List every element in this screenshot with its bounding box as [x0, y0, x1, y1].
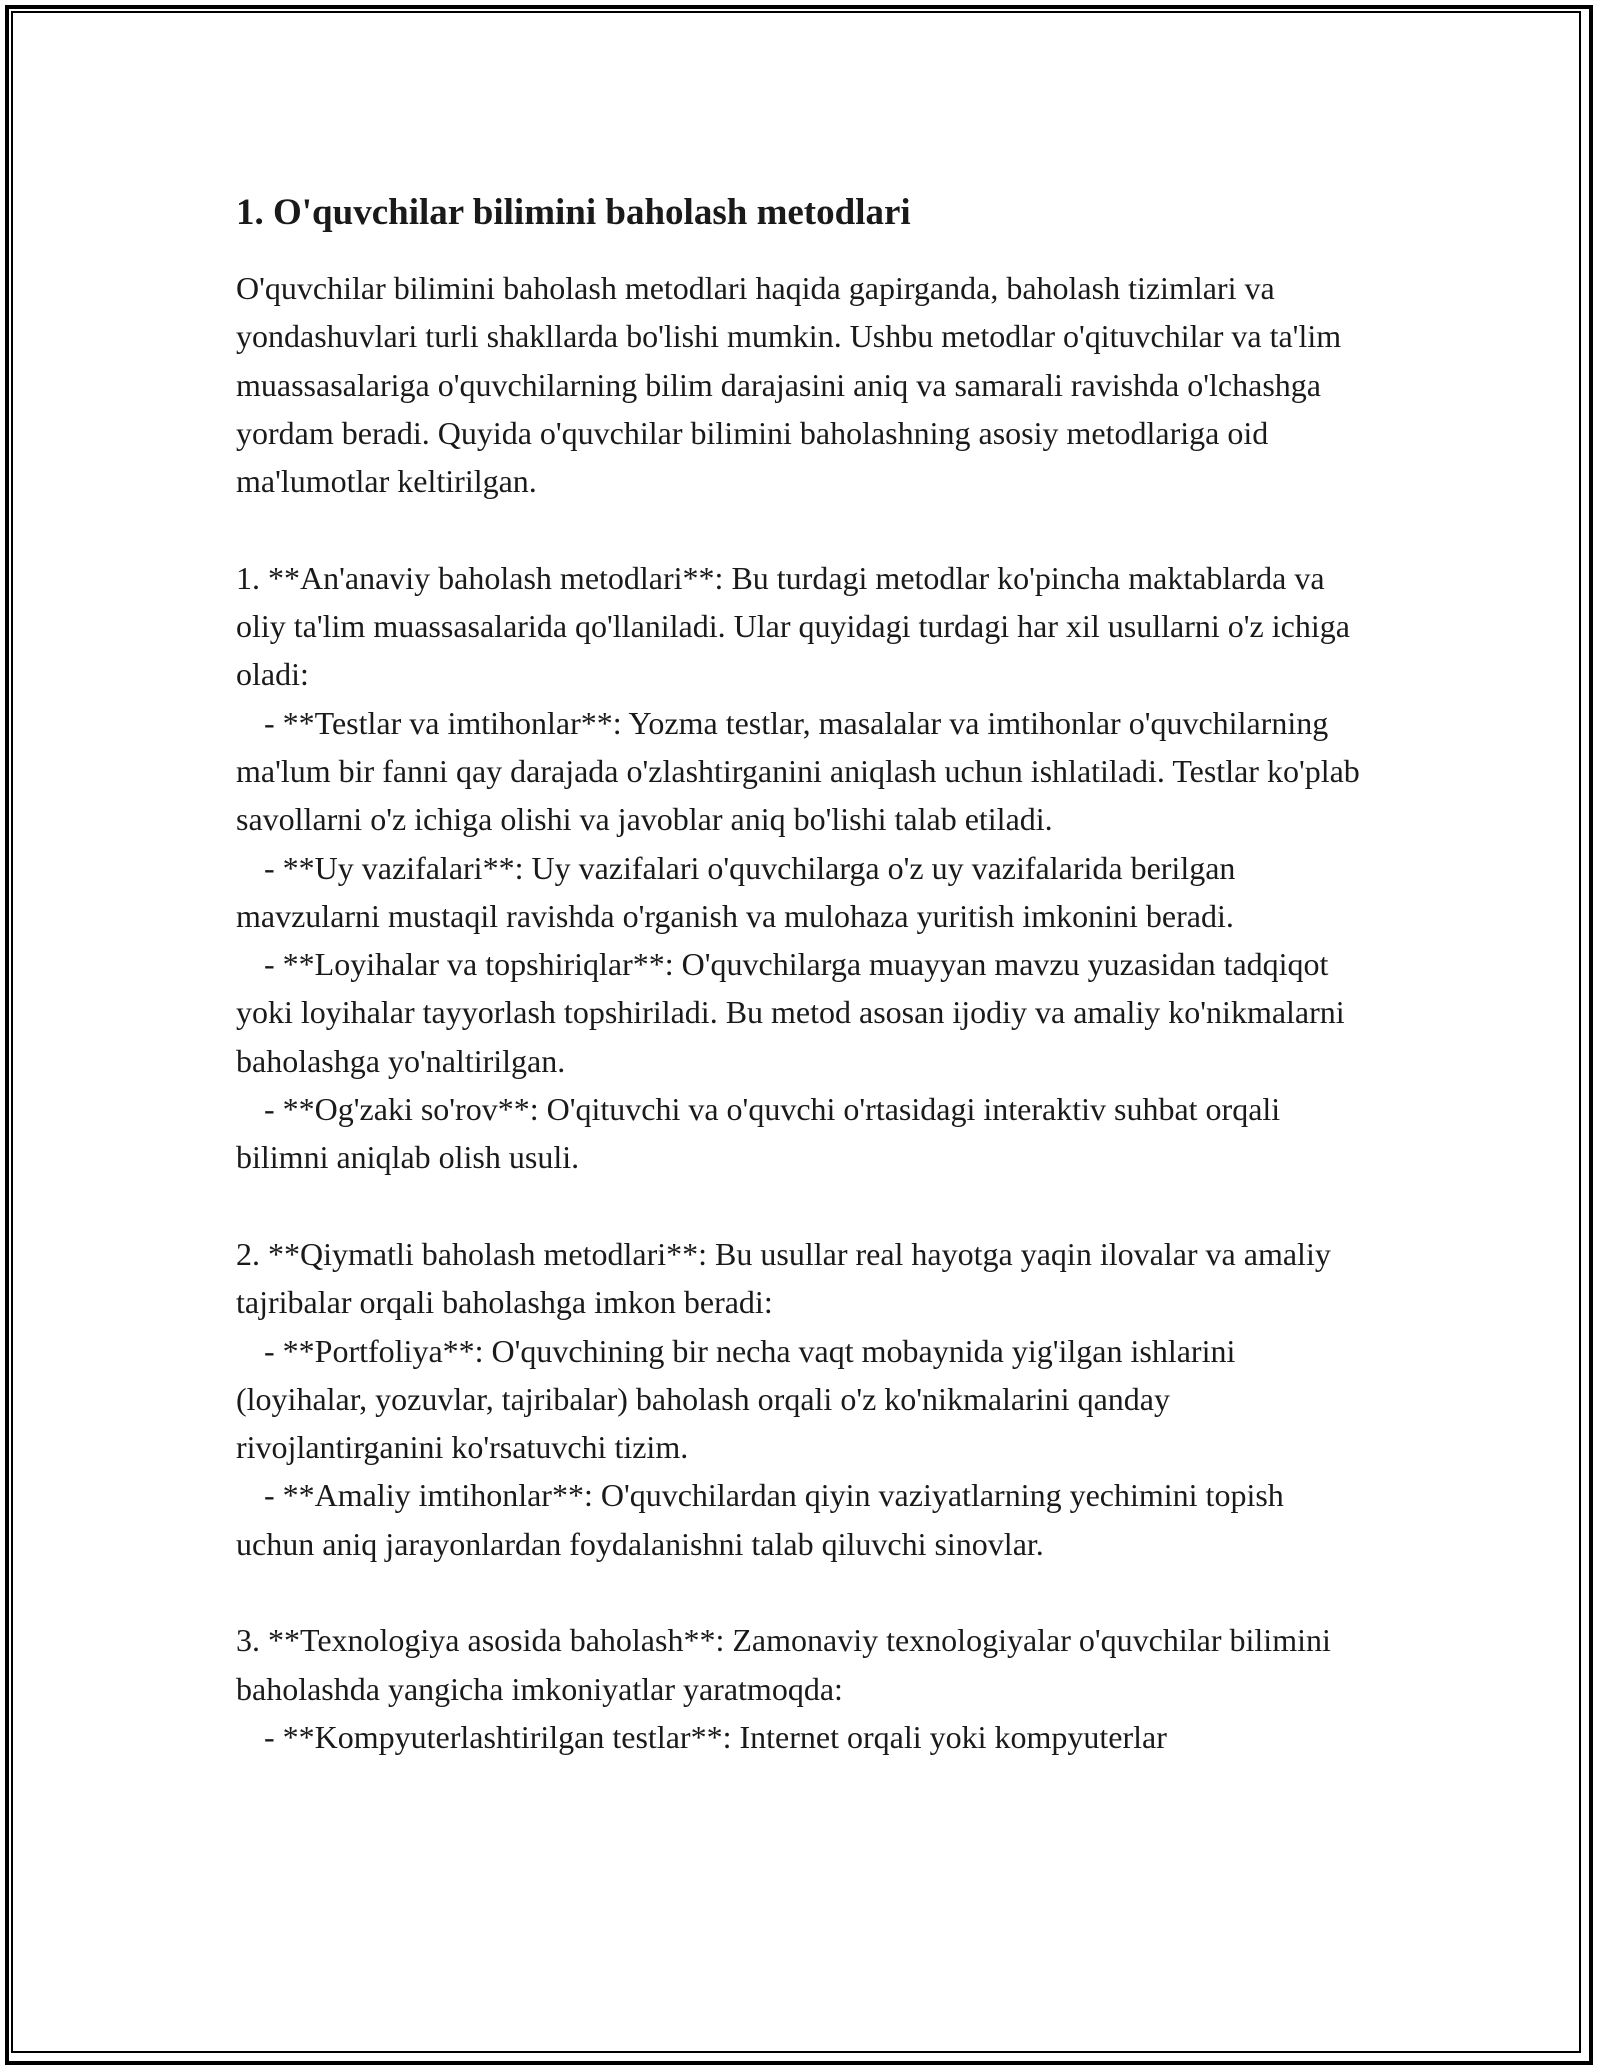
paragraph-spacer [236, 1568, 1366, 1616]
document-text [236, 264, 1366, 1761]
section-3-item-1 [236, 1713, 1366, 1761]
section-1-item-1 [236, 699, 1366, 844]
section-1-item-3 [236, 940, 1366, 1085]
section-1-item-2 [236, 844, 1366, 941]
section-2-item-2-text: - **Amaliy imtihonlar**: O'quvchilardan qiyin vaziyatlarning yechimini topish uchun aniq jarayonlardan foydalanishni talab qiluvchi sinovlar. [236, 1477, 1284, 1562]
section-1-item-4-text: - **Og'zaki so'rov**: O'qituvchi va o'quvchi o'rtasidagi interaktiv suhbat orqali bilimni aniqlab olish usuli. [236, 1091, 1281, 1176]
section-1-item-2-text: - **Uy vazifalari**: Uy vazifalari o'quvchilarga o'z uy vazifalarida berilgan mavzularni mustaqil ravishda o'rganish va mulohaza yuritish imkonini beradi. [236, 849, 1236, 934]
intro-paragraph: O'quvchilar bilimini baholash metodlari haqida gapirganda, baholash tizimlari va yondashuvlari turli shakllarda bo'lishi mumkin. Ushbu metodlar o'qituvchilar va ta'lim muassasalariga o'quvchilarning bilim darajasini aniq va samarali ravishda o'lchashga yordam beradi. Quyida o'quvchilar bilimini baholashning asosiy metodlariga oid ma'lumotlar keltirilgan. [236, 270, 1342, 500]
section-3-heading: 3. **Texnologiya asosida baholash**: Zamonaviy texnologiyalar o'quvchilar bilimini baholashda yangicha imkoniyatlar yaratmoqda: [236, 1622, 1331, 1707]
document-title: 1. O'quvchilar bilimini baholash metodlari [236, 192, 911, 233]
section-1-heading: 1. **An'anaviy baholash metodlari**: Bu turdagi metodlar ko'pincha maktablarda va oliy ta'lim muassasalarida qo'llaniladi. Ular quyidagi turdagi har xil usullarni o'z ichiga oladi: [236, 559, 1350, 693]
section-2-item-1 [236, 1327, 1366, 1472]
document-body [236, 188, 1366, 1761]
section-1-item-3-text: - **Loyihalar va topshiriqlar**: O'quvchilarga muayyan mavzu yuzasidan tadqiqot yoki loyihalar tayyorlash topshiriladi. Bu metod asosan ijodiy va amaliy ko'nikmalarni baholashga yo'naltirilgan. [236, 946, 1345, 1079]
paragraph-spacer [236, 505, 1366, 553]
section-2-heading: 2. **Qiymatli baholash metodlari**: Bu usullar real hayotga yaqin ilovalar va amaliy tajribalar orqali baholashga imkon beradi: [236, 1235, 1331, 1321]
section-2-item-2 [236, 1471, 1366, 1568]
section-3-item-1-text: - **Kompyuterlashtirilgan testlar**: Internet orqali yoki kompyuterlar [264, 1718, 1167, 1755]
section-2-item-1-text: - **Portfoliya**: O'quvchining bir necha vaqt mobaynida yig'ilgan ishlarini (loyihalar, yozuvlar, tajribalar) baholash orqali o'z ko'nikmalarini qanday rivojlantirganini ko'rsatuvchi tizim. [236, 1332, 1236, 1466]
section-1-item-1-text: - **Testlar va imtihonlar**: Yozma testlar, masalalar va imtihonlar o'quvchilarning ma'lum bir fanni qay darajada o'zlashtirganini aniqlash uchun ishlatiladi. Testlar ko'plab savollarni o'z ichiga olishi va javoblar aniq bo'lishi talab etiladi. [236, 704, 1360, 838]
section-1-item-4 [236, 1085, 1366, 1182]
paragraph-spacer [236, 1182, 1366, 1230]
